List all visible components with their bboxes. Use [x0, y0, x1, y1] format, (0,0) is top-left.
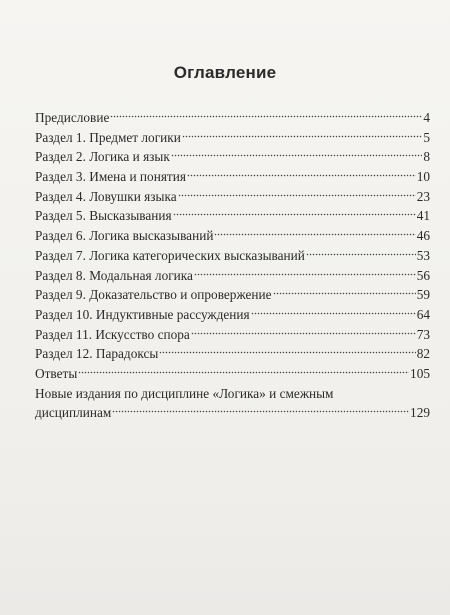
toc-entry-label: Раздел 10. Индуктивные рассуждения	[35, 306, 250, 322]
dot-leader	[159, 351, 415, 355]
toc-entry-label-line1: Новые издания по дисциплине «Логика» и смежным	[35, 385, 334, 401]
toc-entry-label: Раздел 12. Парадоксы	[35, 346, 159, 362]
toc-entry	[35, 344, 430, 364]
toc-entry-multiline-first	[35, 384, 430, 404]
toc-entry-page: 5	[423, 129, 430, 145]
toc-entry-page: 46	[416, 228, 430, 244]
dot-leader	[112, 410, 409, 414]
toc-entry	[35, 187, 430, 207]
toc-entry-page: 8	[423, 149, 430, 165]
toc-entry-label: Раздел 6. Логика высказываний	[35, 228, 214, 244]
toc-entry-page: 23	[416, 188, 430, 204]
toc-title: Оглавление	[173, 63, 277, 82]
toc-entry	[35, 325, 430, 345]
toc-entry	[35, 246, 430, 266]
dot-leader	[173, 213, 416, 217]
toc-entry-page: 53	[416, 247, 430, 263]
toc-entry-page: 129	[410, 405, 430, 421]
toc-entry-page: 105	[410, 365, 430, 381]
toc-entry-label: Предисловие	[35, 110, 110, 125]
toc-entry-page: 82	[416, 346, 430, 362]
dot-leader	[191, 332, 416, 336]
dot-leader	[187, 174, 416, 178]
toc-entry-multiline-second	[35, 403, 430, 423]
toc-entry	[35, 206, 430, 226]
dot-leader	[182, 135, 422, 139]
toc-entry-label: Раздел 9. Доказательство и опровержение	[35, 287, 272, 303]
toc-entry-page: 64	[416, 306, 430, 322]
dot-leader	[178, 194, 416, 198]
toc-entry-page: 73	[416, 326, 430, 342]
toc-entry-page: 10	[416, 169, 430, 185]
toc-entry	[35, 266, 430, 286]
toc-entry	[35, 305, 430, 325]
toc-entry	[35, 285, 430, 305]
toc-entry-label-line2: дисциплинам	[35, 405, 112, 421]
toc-entry	[35, 167, 430, 187]
toc-entry-label: Ответы	[35, 365, 78, 381]
dot-leader	[110, 115, 422, 119]
dot-leader	[306, 253, 416, 257]
toc-entry-page: 59	[416, 287, 430, 303]
toc-entry	[35, 226, 430, 246]
toc-entry-page: 4	[423, 110, 430, 125]
toc-entry	[35, 128, 430, 148]
dot-leader	[171, 154, 423, 158]
dot-leader	[251, 312, 416, 316]
toc-entry-label: Раздел 5. Высказывания	[35, 208, 172, 224]
toc-entry-page: 56	[416, 267, 430, 283]
toc-entry	[35, 364, 430, 384]
toc-entry-label: Раздел 11. Искусство спора	[35, 326, 190, 342]
toc-entry-label: Раздел 7. Логика категорических высказываний	[35, 247, 305, 263]
dot-leader	[214, 233, 415, 237]
dot-leader	[273, 292, 416, 296]
toc-entry	[35, 108, 430, 128]
toc-entry-label: Раздел 2. Логика и язык	[35, 149, 170, 165]
toc-entry-label: Раздел 8. Модальная логика	[35, 267, 193, 283]
toc-entry-label: Раздел 1. Предмет логики	[35, 129, 181, 145]
toc-entry-label: Раздел 4. Ловушки языка	[35, 188, 177, 204]
dot-leader	[78, 371, 409, 375]
table-of-contents	[35, 108, 430, 423]
toc-entry	[35, 147, 430, 167]
toc-entry-label: Раздел 3. Имена и понятия	[35, 169, 186, 185]
toc-entry-page: 41	[416, 208, 430, 224]
dot-leader	[194, 273, 416, 277]
